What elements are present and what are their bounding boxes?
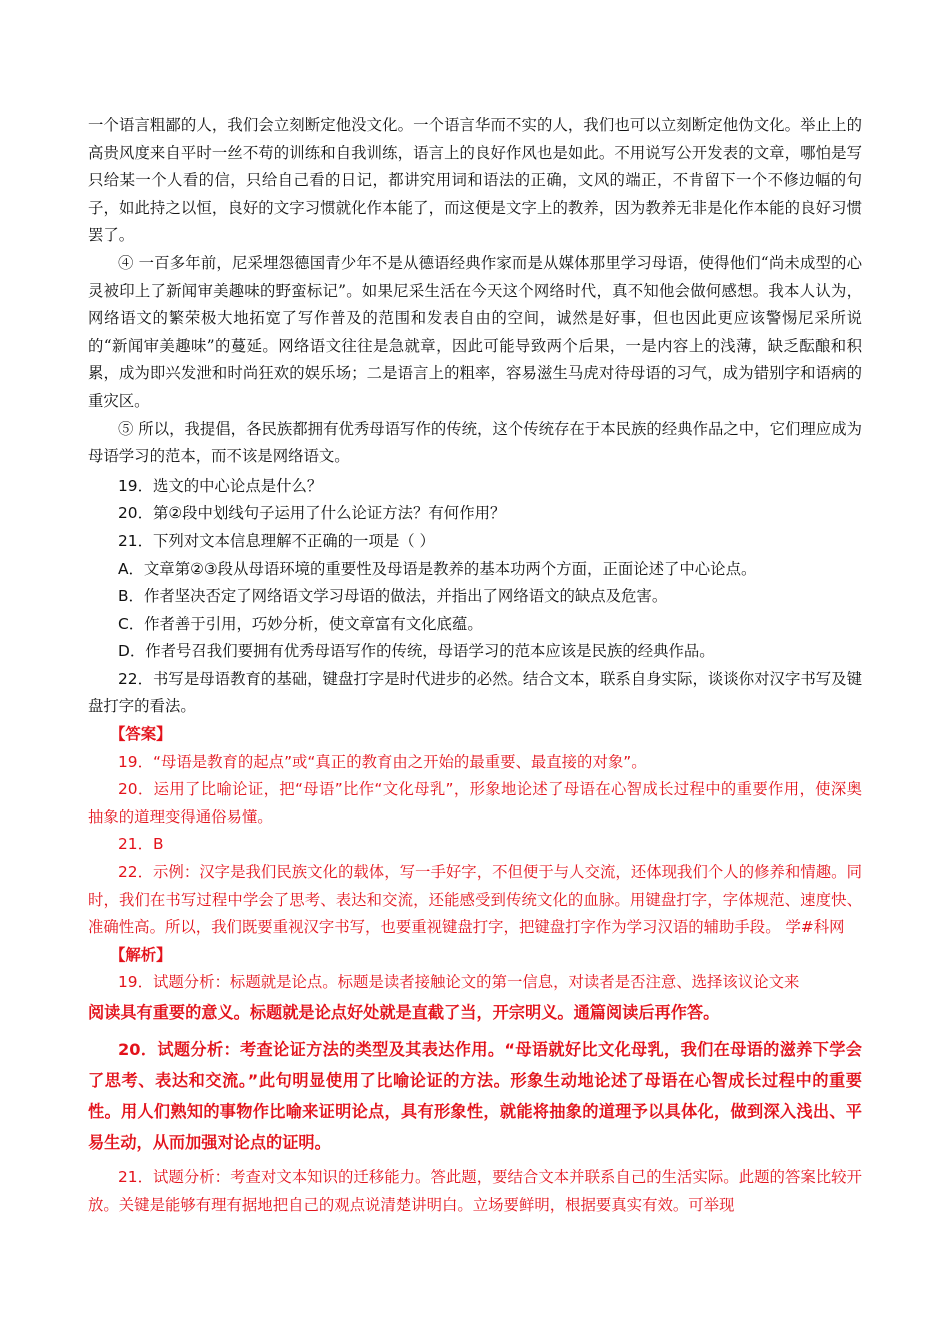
passage-paragraph-4: ④ 一百多年前，尼采埋怨德国青少年不是从德语经典作家而是从媒体那里学习母语，使得他们“尚未成型的心灵被印上了新闻审美趣味的野蛮标记”。如果尼采生活在今天这个网络时代，真不知他会做何感想。我本人认为，网络语文的繁荣极大地拓宽了写作普及的范围和发表自由的空间，诚然是好事，但也因此更应该警惕尼采所说的“新闻审美趣味”的蔓延。网络语文往往是急就章，因此可能导致两个后果，一是内容上的浅薄，缺乏酝酿和积累，成为即兴发泄和时尚狂欢的娱乐场；二是语言上的粗率，容易滋生马虎对待母语的习气，成为错别字和语病的重灾区。	[88, 253, 862, 410]
option-a: A．文章第②③段从母语环境的重要性及母语是教养的基本功两个方面，正面论述了中心论点。	[118, 559, 757, 578]
document-page	[88, 112, 862, 1219]
question-20: 20．第②段中划线句子运用了什么论证方法？有何作用？	[118, 504, 506, 523]
question-21: 21．下列对文本信息理解不正确的一项是（ ）	[118, 531, 435, 550]
answer-20: 20．运用了比喻论证，把“母语”比作“文化母乳”，形象地论述了母语在心智成长过程中的重要作用，使深奥抽象的道理变得通俗易懂。	[88, 780, 862, 826]
analysis-20: 20．试题分析：考查论证方法的类型及其表达作用。“母语就好比文化母乳，我们在母语的滋养下学会了思考、表达和交流。”此句明显使用了比喻论证的方法。形象生动地论述了母语在心智成长过程中的重要性。用人们熟知的事物作比喻来证明论点，具有形象性，就能将抽象的道理予以具体化，做到深入浅出、平易生动，从而加强对论点的证明。	[88, 1040, 862, 1152]
answer-19: 19．“母语是教育的起点”或“真正的教育由之开始的最重要、最直接的对象”。	[118, 752, 647, 771]
analysis-21: 21．试题分析：考查对文本知识的迁移能力。答此题，要结合文本并联系自己的生活实际。此题的答案比较开放。关键是能够有理有据地把自己的观点说清楚讲明白。立场要鲜明，根据要真实有效。可举现	[88, 1168, 862, 1214]
option-c: C．作者善于引用，巧妙分析，使文章富有文化底蕴。	[118, 614, 483, 633]
option-d: D．作者号召我们要拥有优秀母语写作的传统，母语学习的范本应该是民族的经典作品。	[118, 642, 715, 661]
answer-22: 22．示例：汉字是我们民族文化的载体，写一手好字，不但便于与人交流，还体现我们个人的修养和情趣。同时，我们在书写过程中学会了思考、表达和交流，还能感受到传统文化的血脉。用键盘打字，字体规范、速度快、准确性高。所以，我们既要重视汉字书写，也要重视键盘打字，把键盘打字作为学习汉语的辅助手段。 学#科网	[88, 863, 862, 937]
analysis-19-line2: 阅读具有重要的意义。标题就是论点好处就是直截了当，开宗明义。通篇阅读后再作答。	[88, 1003, 720, 1022]
question-19: 19．选文的中心论点是什么？	[118, 476, 323, 495]
question-22: 22．书写是母语教育的基础，键盘打字是时代进步的必然。结合文本，联系自身实际，谈谈你对汉字书写及键盘打字的看法。	[88, 669, 862, 716]
passage-paragraph-3-continued: 一个语言粗鄙的人，我们会立刻断定他没文化。一个语言华而不实的人，我们也可以立刻断定他伪文化。举止上的高贵风度来自平时一丝不苟的训练和自我训练，语言上的良好作风也是如此。不用说写公开发表的文章，哪怕是写只给某一个人看的信，只给自己看的日记，都讲究用词和语法的正确，文风的端正，不肯留下一个不修边幅的句子，如此持之以恒，良好的文字习惯就化作本能了，而这便是文字上的教养，因为教养无非是化作本能的良好习惯罢了。	[88, 116, 862, 245]
passage-paragraph-5: ⑤ 所以，我提倡，各民族都拥有优秀母语写作的传统，这个传统存在于本民族的经典作品之中，它们理应成为母语学习的范本，而不该是网络语文。	[88, 419, 862, 466]
option-b: B．作者坚决否定了网络语文学习母语的做法，并指出了网络语文的缺点及危害。	[118, 587, 668, 606]
analysis-19-line1: 19．试题分析：标题就是论点。标题是读者接触论文的第一信息，对读者是否注意、选择该议论文来	[118, 973, 800, 992]
answer-heading: 【答案】	[110, 725, 172, 744]
analysis-heading: 【解析】	[110, 945, 172, 964]
answer-21: 21．B	[118, 835, 164, 854]
